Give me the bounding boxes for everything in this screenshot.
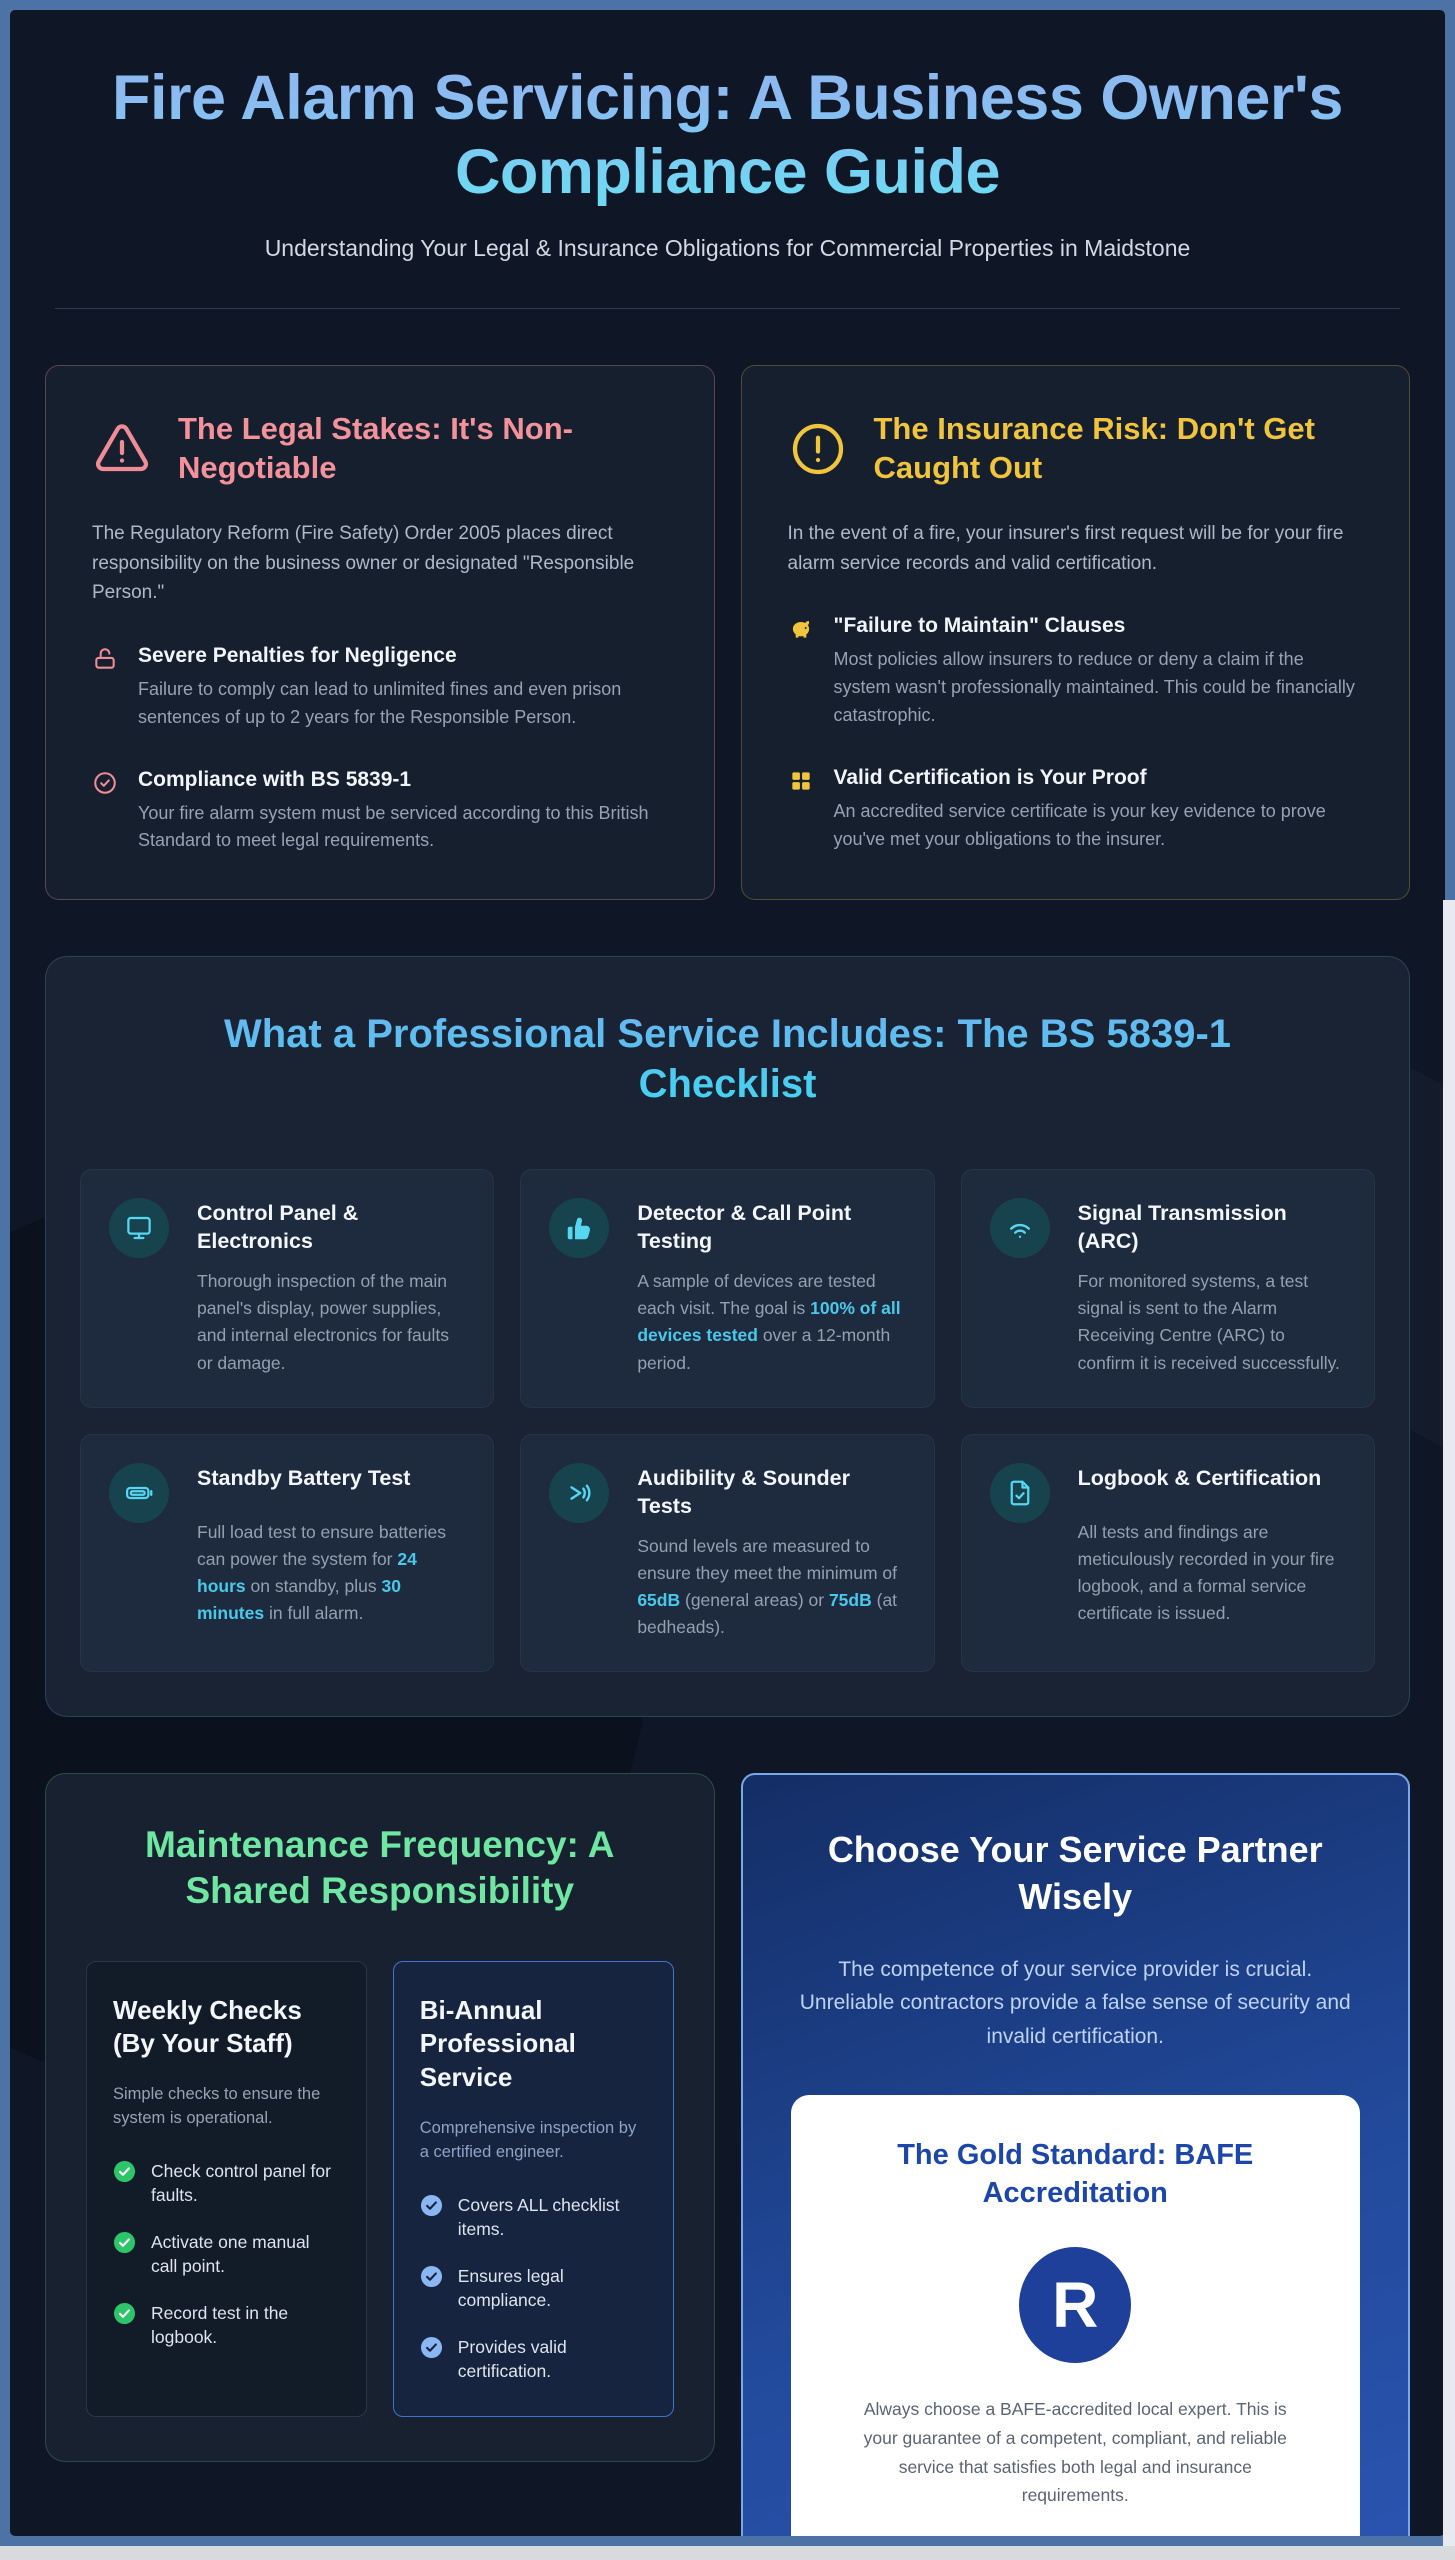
checklist-card-body: Sound levels are measured to ensure they meet the minimum of 65dB (general areas) or 75dB (at bedheads). — [637, 1535, 898, 1637]
legal-item-title: Compliance with BS 5839-1 — [138, 767, 412, 791]
weekly-checks-title: Weekly Checks (By Your Staff) — [113, 1994, 302, 2059]
legal-item-title: Severe Penalties for Negligence — [138, 643, 457, 667]
list-item: Covers ALL checklist items. — [420, 2193, 647, 2242]
insurance-card-body: In the event of a fire, your insurer's first request will be for your fire alarm service records and valid certification. — [787, 523, 1344, 574]
blue-check-icon — [420, 2194, 443, 2217]
green-check-icon — [113, 2160, 136, 2183]
checklist-card-body: For monitored systems, a test signal is sent to the Alarm Receiving Centre (ARC) to confirm it is received successfully. — [1077, 1271, 1340, 1373]
checklist-card-audibility — [520, 1434, 934, 1672]
window-edge-bottom — [0, 2546, 1455, 2560]
checklist-card-control-panel — [80, 1169, 494, 1407]
legal-item-penalties — [92, 644, 668, 732]
page-title: Fire Alarm Servicing: A Business Owner's Compliance Guide — [88, 62, 1368, 209]
blue-check-icon — [420, 2336, 443, 2359]
legal-item-body: Failure to comply can lead to unlimited fines and even prison sentences of up to 2 years for the Responsible Person. — [138, 678, 622, 727]
bottom-row — [45, 1773, 1410, 2536]
insurance-card-header — [788, 410, 1364, 488]
grid-icon — [788, 768, 818, 854]
weekly-checks-body: Simple checks to ensure the system is operational. — [113, 2085, 321, 2128]
checklist-panel — [45, 956, 1410, 1717]
biannual-service-card — [393, 1961, 674, 2417]
risk-cards-row — [45, 365, 1410, 900]
sound-waves-icon — [549, 1463, 609, 1523]
checklist-card-title: Logbook & Certification — [1077, 1465, 1322, 1490]
piggy-bank-icon — [788, 616, 818, 730]
green-check-icon — [113, 2231, 136, 2254]
weekly-checks-card — [86, 1961, 367, 2417]
list-item: Check control panel for faults. — [113, 2159, 340, 2208]
maintenance-columns — [86, 1961, 674, 2417]
insurance-item-body: An accredited service certificate is your key evidence to prove you've met your obligations to the insurer. — [833, 800, 1326, 849]
legal-stakes-card — [45, 365, 715, 900]
checklist-card-body: All tests and findings are meticulously recorded in your fire logbook, and a formal service certificate is issued. — [1077, 1521, 1335, 1623]
checklist-card-signal-transmission — [961, 1169, 1375, 1407]
service-partner-card — [741, 1773, 1411, 2536]
wifi-icon — [990, 1198, 1050, 1258]
checklist-card-body: A sample of devices are tested each visit. The goal is 100% of all devices tested over a 12-month period. — [637, 1271, 901, 1373]
bafe-logo — [1019, 2247, 1131, 2363]
checklist-card-title: Standby Battery Test — [197, 1465, 411, 1490]
badge-check-icon — [92, 770, 122, 856]
warning-triangle-icon — [92, 419, 152, 479]
insurance-item-certification — [788, 766, 1364, 854]
window-edge-right — [1443, 900, 1455, 2546]
bafe-logo-letter: R — [1052, 2268, 1099, 2341]
legal-item-body: Your fire alarm system must be serviced according to this British Standard to meet legal requirements. — [138, 802, 649, 851]
insurance-item-body: Most policies allow insurers to reduce or deny a claim if the system wasn't professionally maintained. This could be financially catastrophic. — [833, 649, 1355, 726]
list-item: Provides valid certification. — [420, 2335, 647, 2384]
maintenance-panel — [45, 1773, 715, 2462]
insurance-risk-card — [741, 365, 1411, 900]
blue-check-icon — [420, 2265, 443, 2288]
partner-title: Choose Your Service Partner Wisely — [827, 1829, 1323, 1917]
page-subtitle: Understanding Your Legal & Insurance Obligations for Commercial Properties in Maidstone — [264, 235, 1191, 262]
list-item: Ensures legal compliance. — [420, 2264, 647, 2313]
insurance-item-title: "Failure to Maintain" Clauses — [833, 614, 1126, 638]
legal-item-compliance — [92, 768, 668, 856]
partner-body: The competence of your service provider is crucial. Unreliable contractors provide a false sense of security and invalid certification. — [799, 1957, 1351, 2048]
checklist-card-title: Control Panel & Electronics — [197, 1201, 359, 1254]
list-item: Activate one manual call point. — [113, 2230, 340, 2279]
checklist-card-title: Detector & Call Point Testing — [637, 1201, 852, 1254]
bafe-gold-standard-card — [791, 2095, 1361, 2536]
weekly-checks-list — [113, 2159, 340, 2350]
checklist-card-body: Thorough inspection of the main panel's display, power supplies, and internal electronics for faults or damage. — [197, 1271, 449, 1373]
biannual-service-body: Comprehensive inspection by a certified engineer. — [419, 2118, 637, 2161]
header-divider — [55, 308, 1400, 309]
checklist-card-battery-test — [80, 1434, 494, 1672]
battery-icon — [109, 1463, 169, 1523]
insurance-card-title: The Insurance Risk: Don't Get Caught Out — [873, 410, 1315, 485]
gold-standard-body: Always choose a BAFE-accredited local expert. This is your guarantee of a competent, compliant, and reliable service that satisfies both legal and insurance requirements. — [863, 2398, 1287, 2506]
biannual-service-title: Bi-Annual Professional Service — [419, 1994, 576, 2093]
lock-icon — [92, 646, 122, 732]
checklist-card-body: Full load test to ensure batteries can power the system for 24 hours on standby, plus 30 minutes in full alarm. — [197, 1521, 447, 1623]
gold-standard-title: The Gold Standard: BAFE Accreditation — [897, 2139, 1254, 2210]
green-check-icon — [113, 2302, 136, 2325]
legal-card-title: The Legal Stakes: It's Non-Negotiable — [178, 410, 573, 485]
biannual-service-list — [420, 2193, 647, 2384]
insurance-item-clauses — [788, 614, 1364, 730]
checklist-title: What a Professional Service Includes: The BS 5839-1 Checklist — [153, 1009, 1303, 1109]
checklist-grid — [80, 1169, 1375, 1672]
checklist-card-title: Signal Transmission (ARC) — [1077, 1201, 1287, 1254]
document-check-icon — [990, 1463, 1050, 1523]
insurance-item-title: Valid Certification is Your Proof — [833, 765, 1147, 789]
infographic-page — [10, 10, 1445, 2536]
legal-card-header — [92, 410, 668, 488]
maintenance-title: Maintenance Frequency: A Shared Responsibility — [145, 1824, 615, 1912]
checklist-card-logbook — [961, 1434, 1375, 1672]
list-item: Record test in the logbook. — [113, 2301, 340, 2350]
monitor-icon — [109, 1198, 169, 1258]
alert-circle-icon — [788, 419, 848, 479]
checklist-card-detector-testing — [520, 1169, 934, 1407]
header — [45, 62, 1410, 309]
legal-card-body: The Regulatory Reform (Fire Safety) Order 2005 places direct responsibility on the business owner or designated "Responsible Person." — [92, 523, 635, 604]
checklist-card-title: Audibility & Sounder Tests — [637, 1465, 850, 1518]
thumbs-up-icon — [549, 1198, 609, 1258]
